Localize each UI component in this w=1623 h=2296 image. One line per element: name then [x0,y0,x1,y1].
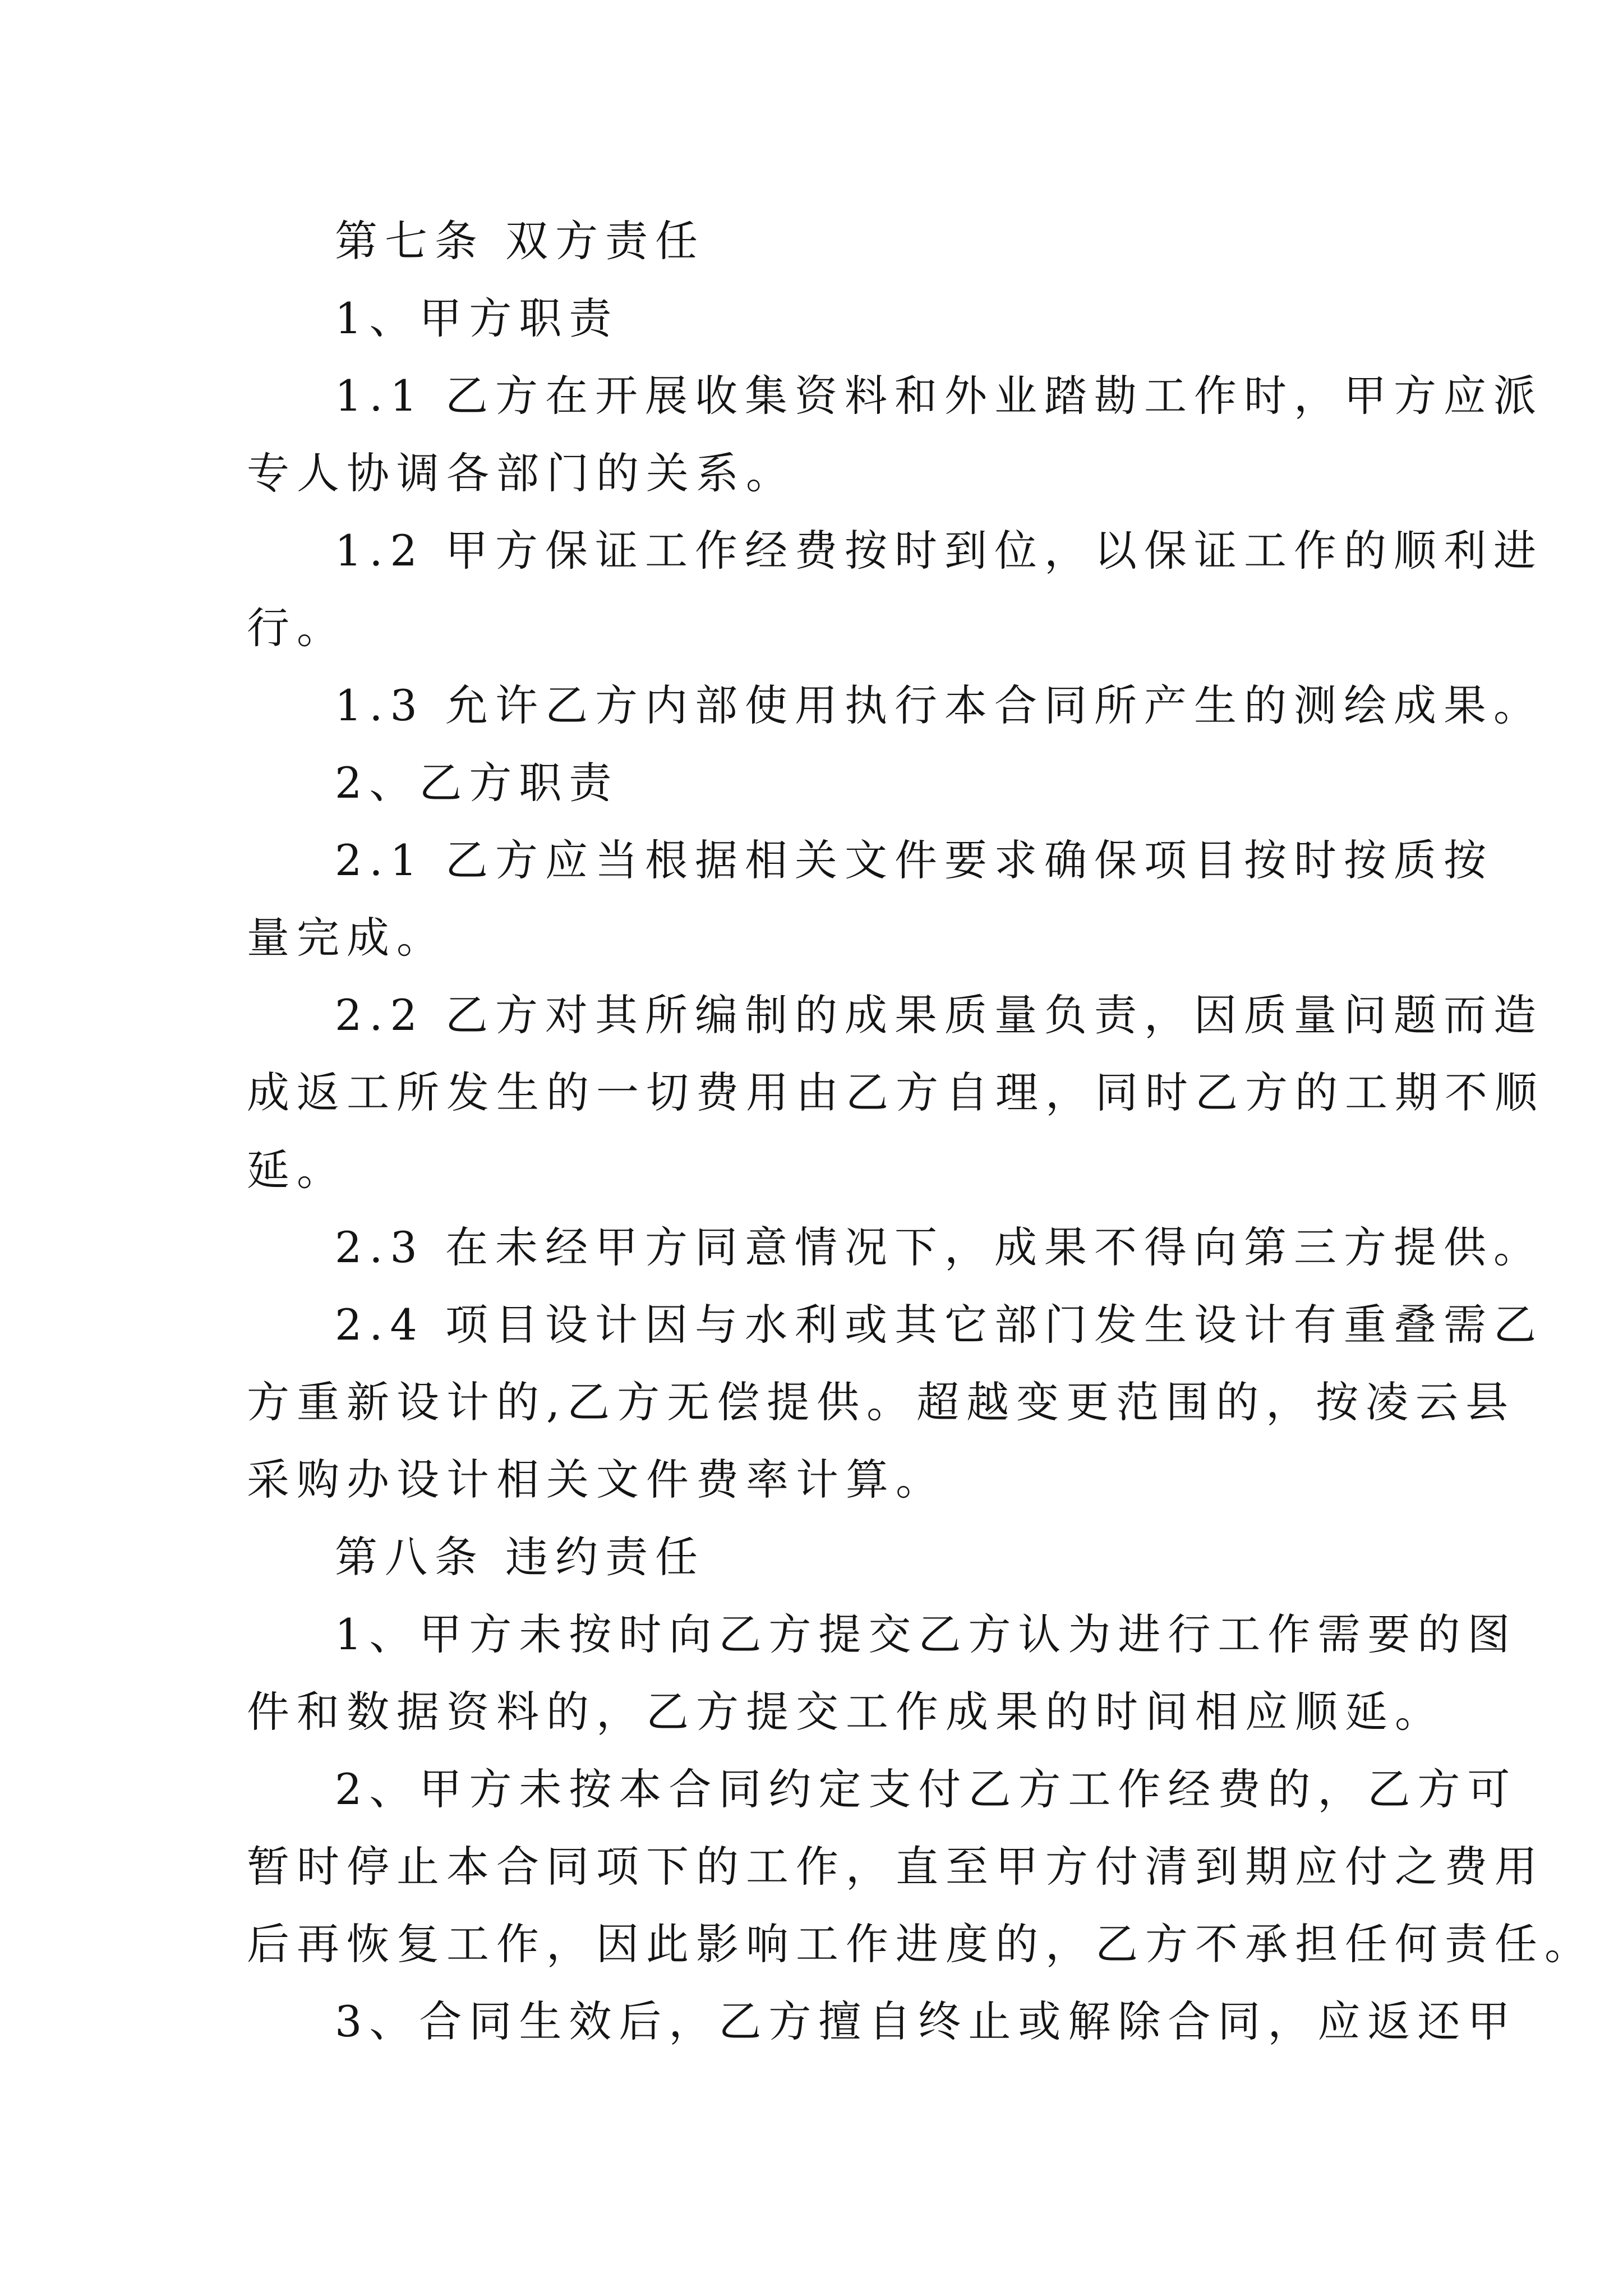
clause-1-3: 1.3 允许乙方内部使用执行本合同所产生的测绘成果。 [335,680,1544,730]
breach-2-line-2: 暂时停止本合同项下的工作，直至甲方付清到期应付之费用 [247,1842,1544,1892]
clause-2-1-line-1: 2.1 乙方应当根据相关文件要求确保项目按时按质按 [335,835,1494,885]
breach-1-line-1: 1、甲方未按时向乙方提交乙方认为进行工作需要的图 [335,1609,1518,1659]
clause-2-3: 2.3 在未经甲方同意情况下，成果不得向第三方提供。 [335,1222,1544,1272]
party-b-duties-heading: 2、乙方职责 [335,758,619,808]
clause-1-2-line-2: 行。 [247,603,347,653]
breach-2-line-1: 2、甲方未按本合同约定支付乙方工作经费的，乙方可 [335,1764,1518,1814]
clause-2-2-line-1: 2.2 乙方对其所编制的成果质量负责，因质量问题而造 [335,990,1544,1040]
clause-1-1-line-1: 1.1 乙方在开展收集资料和外业踏勘工作时，甲方应派 [335,371,1544,421]
breach-1-line-2: 件和数据资料的，乙方提交工作成果的时间相应顺延。 [247,1687,1445,1737]
article-7-heading: 第七条 双方责任 [335,216,706,266]
breach-3-line-1: 3、合同生效后，乙方擅自终止或解除合同，应返还甲 [335,1996,1518,2046]
clause-1-2-line-1: 1.2 甲方保证工作经费按时到位，以保证工作的顺利进 [335,526,1544,576]
party-a-duties-heading: 1、甲方职责 [335,293,619,343]
article-8-heading: 第八条 违约责任 [335,1532,706,1582]
clause-2-4-line-2: 方重新设计的,乙方无偿提供。超越变更范围的，按凌云县 [247,1377,1516,1427]
clause-2-2-line-3: 延。 [247,1145,347,1195]
clause-2-1-line-2: 量完成。 [247,913,446,963]
clause-2-4-line-1: 2.4 项目设计因与水利或其它部门发生设计有重叠需乙 [335,1300,1544,1350]
clause-2-2-line-2: 成返工所发生的一切费用由乙方自理，同时乙方的工期不顺 [247,1068,1544,1117]
clause-2-4-line-3: 采购办设计相关文件费率计算。 [247,1455,946,1504]
breach-2-line-3: 后再恢复工作，因此影响工作进度的，乙方不承担任何责任。 [247,1919,1594,1969]
clause-1-1-line-2: 专人协调各部门的关系。 [247,448,796,498]
